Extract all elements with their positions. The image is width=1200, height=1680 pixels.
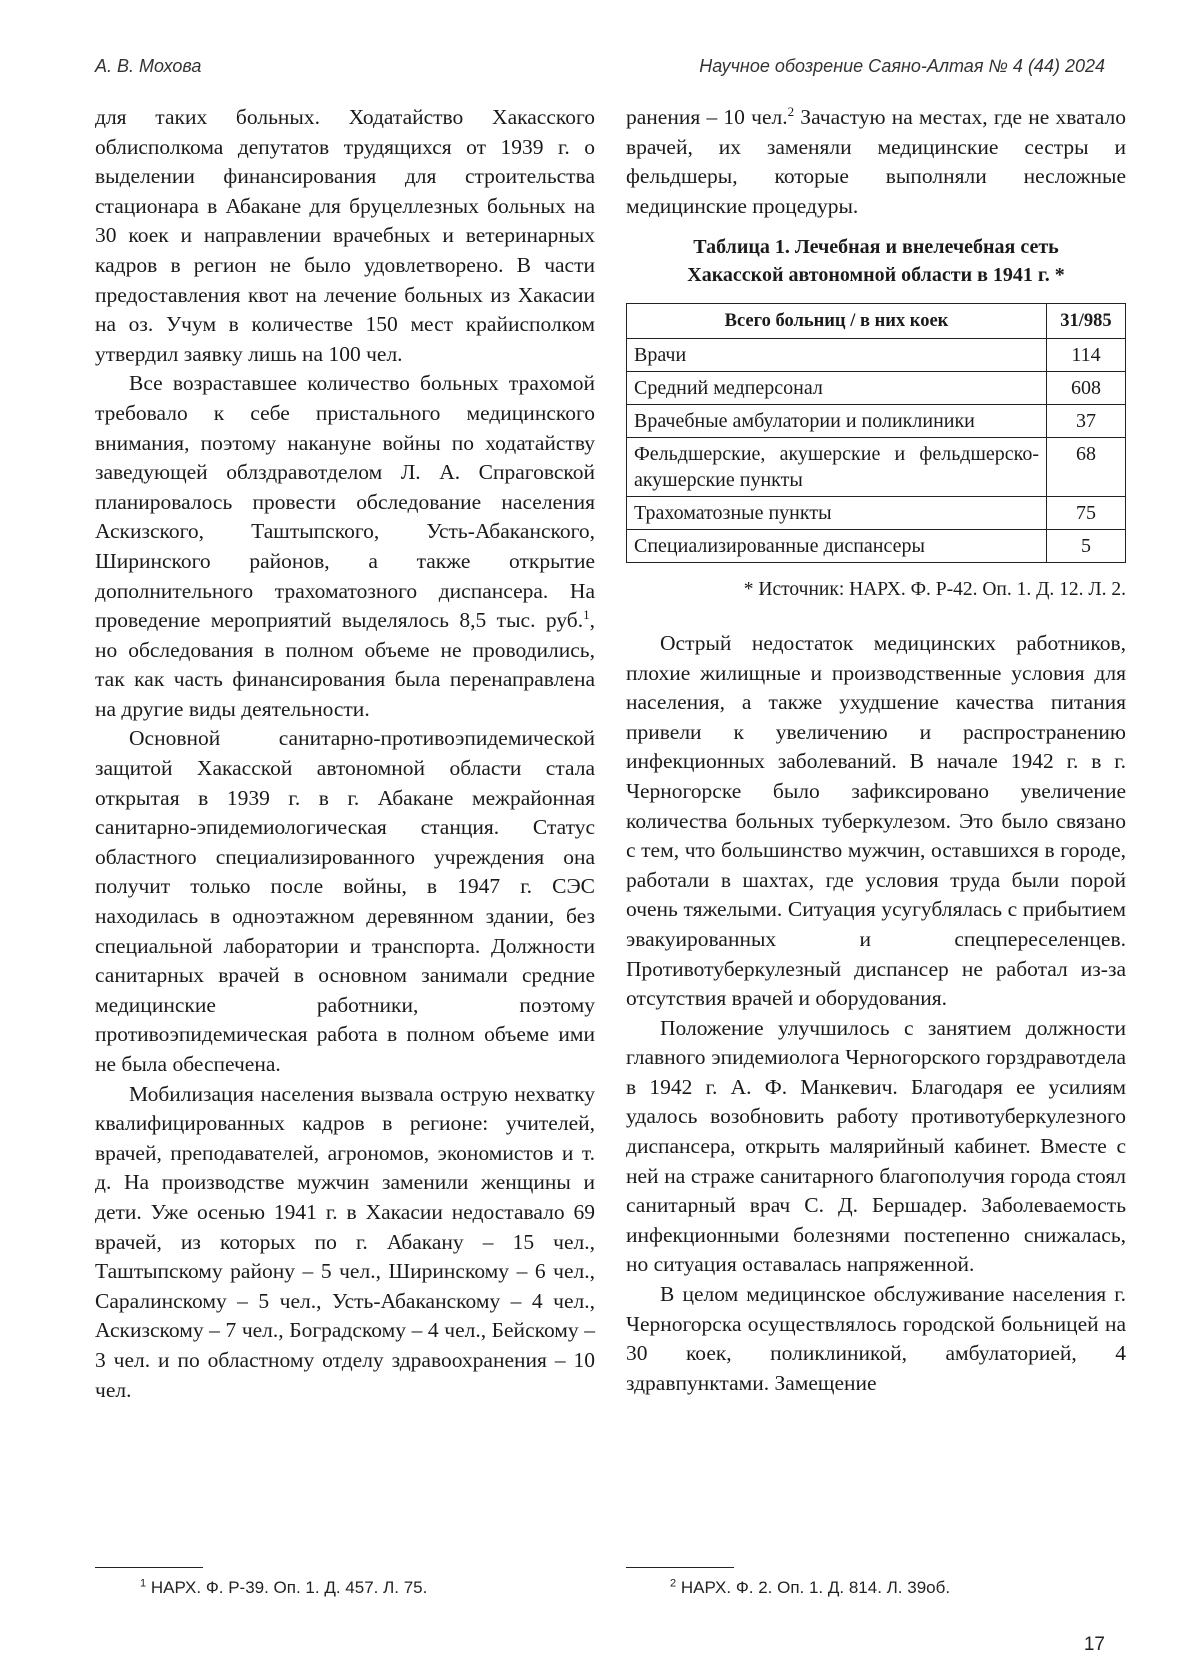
paragraph: Положение улучшилось с занятием должности главного эпидемиолога Черногорского горздравотдела в 1942 г. А. Ф. Манкевич. Благодаря ее усилиям удалось возобновить работу противотуберкулезного диспансера, открыть малярийный кабинет. Вместе с ней на страже санитарного благополучия города стоял санитарный врач С. Д. Бершадер. Заболеваемость инфекционными болезнями постепенно снижалась, но ситуация оставалась напряженной.	[626, 1015, 1126, 1277]
running-header-author: А. В. Мохова	[95, 56, 202, 76]
paragraph: для таких больных. Ходатайство Хакасского облисполкома депутатов трудящихся от 1939 г. о выделении финансирования для строительства стационара в Абакане для бруцеллезных больных на 30 коек и направлении врачебных и ветеринарных кадров в регион не было удовлетворено. В части предоставления квот на лечение больных из Хакасии на оз. Учум в количестве 150 мест крайисполком утвердил заявку лишь на 100 чел.	[95, 105, 595, 366]
left-column	[95, 103, 595, 1405]
footnote-left	[140, 1578, 427, 1598]
paragraph	[95, 369, 595, 724]
table-caption-line: Хакасской автономной области в 1941 г. *	[687, 264, 1065, 287]
table-header-label: Всего больниц / в них коек	[627, 304, 1047, 339]
table-cell-label: Средний медперсонал	[627, 372, 1047, 405]
table-cell-value: 608	[1047, 372, 1126, 405]
table-cell-value: 37	[1047, 405, 1126, 438]
table-cell-value: 68	[1047, 438, 1126, 497]
table-source-note: * Источник: НАРХ. Ф. Р-42. Оп. 1. Д. 12. Л. 2.	[743, 579, 1126, 601]
table-cell-label: Фельдшерские, акушерские и фельдшерско-акушерские пункты	[627, 438, 1047, 497]
table-header-value: 31/985	[1047, 304, 1126, 339]
paragraph: Острый недостаток медицинских работников, плохие жилищные и производственные условия для населения, а также ухудшение качества питания привели к увеличению и распространению инфекционных заболеваний. В начале 1942 г. в г. Черногорске было зафиксировано увеличение количества больных туберкулезом. Это было связано с тем, что большинство мужчин, оставшихся в городе, работали в шахтах, где условия труда были порой очень тяжелыми. Ситуация усугублялась с прибытием эвакуированных и спецпереселенцев. Противотуберкулезный диспансер не работал из-за отсутствия врачей и оборудования.	[626, 630, 1126, 1011]
page-number: 17	[1083, 1634, 1105, 1655]
table-cell-label: Специализированные диспансеры	[627, 530, 1047, 563]
footnote-right	[670, 1578, 950, 1598]
paragraph	[626, 103, 1126, 221]
table-cell-label: Трахоматозные пункты	[627, 497, 1047, 530]
footnote-ref[interactable]: 1	[583, 606, 590, 622]
table-cell-value: 75	[1047, 497, 1126, 530]
running-header-journal: Научное обозрение Саяно-Алтая № 4 (44) 2024	[699, 56, 1105, 76]
table-header-row	[627, 304, 1126, 339]
paragraph: Основной санитарно-противоэпидемической защитой Хакасской автономной области стала открытая в 1939 г. в г. Абакане межрайонная санитарно-эпидемиологическая станция. Статус областного специализированного учреждения она получит только после войны, в 1947 г. СЭС находилась в одноэтажном деревянном здании, без специальной лаборатории и транспорта. Должности санитарных врачей в основном занимали средние медицинские работники, поэтому противоэпидемическая работа в полном объеме ими не была обеспечена.	[95, 726, 595, 1076]
paragraph: В целом медицинское обслуживание населения г. Черногорска осуществлялось городской больницей на 30 коек, поликлиникой, амбулаторией, 4 здравпунктами. Замещение	[626, 1282, 1126, 1395]
right-column	[626, 103, 1126, 1398]
table-caption-line: Таблица 1. Лечебная и внелечебная сеть	[693, 236, 1059, 259]
paragraph: Мобилизация населения вызвала острую нехватку квалифицированных кадров в регионе: учителей, врачей, преподавателей, агрономов, экономистов и т. д. На производстве мужчин заменили женщины и дети. Уже осенью 1941 г. в Хакасии недоставало 69 врачей, из которых по г. Абакану – 15 чел., Таштыпскому району – 5 чел., Ширинскому – 6 чел., Саралинскому – 5 чел., Усть-Абаканскому – 4 чел., Аскизскому – 7 чел., Боградскому – 4 чел., Бейскому – 3 чел. и по областному отделу здравоохранения – 10 чел.	[95, 1081, 595, 1402]
table-row	[627, 339, 1126, 372]
footnote-divider	[626, 1567, 734, 1568]
footnote-divider	[95, 1567, 203, 1568]
table-cell-label: Врачебные амбулатории и поликлиники	[627, 405, 1047, 438]
footnote-ref[interactable]: 2	[787, 103, 795, 119]
table-caption	[626, 233, 1126, 289]
table-row	[627, 530, 1126, 563]
footnote-mark: 2	[670, 1577, 677, 1590]
footnote-text: НАРХ. Ф. 2. Оп. 1. Д. 814. Л. 39об.	[676, 1578, 951, 1597]
footnote-mark: 1	[140, 1577, 147, 1590]
table-cell-value: 114	[1047, 339, 1126, 372]
table-row	[627, 497, 1126, 530]
footnote-text: НАРХ. Ф. Р-39. Оп. 1. Д. 457. Л. 75.	[146, 1578, 428, 1597]
table-cell-label: Врачи	[627, 339, 1047, 372]
paragraph-text: ранения – 10 чел.	[626, 105, 788, 129]
paragraph-text: , но обследования в полном объеме не проводились, так как часть финансирования была перенаправлена на другие виды деятельности.	[95, 608, 595, 721]
table-row	[627, 372, 1126, 405]
medical-network-table	[626, 303, 1126, 563]
paragraph-text: Все возраставшее количество больных трахомой требовало к себе пристального медицинского внимания, поэтому накануне войны по ходатайству заведующей облздравотделом Л. А. Спраговской планировалось провести обследование населения Аскизского, Таштыпского, Усть-Абаканского, Ширинского районов, а также открытие дополнительного трахоматозного диспансера. На проведение мероприятий выделялось 8,5 тыс. руб.	[95, 371, 595, 633]
table-row	[627, 405, 1126, 438]
table-cell-value: 5	[1047, 530, 1126, 563]
table-row	[627, 438, 1126, 497]
paragraph-text: Зачастую на местах, где не хватало врачей, их заменяли медицинские сестры и фельдшеры, которые выполняли несложные медицинские процедуры.	[626, 105, 1126, 218]
